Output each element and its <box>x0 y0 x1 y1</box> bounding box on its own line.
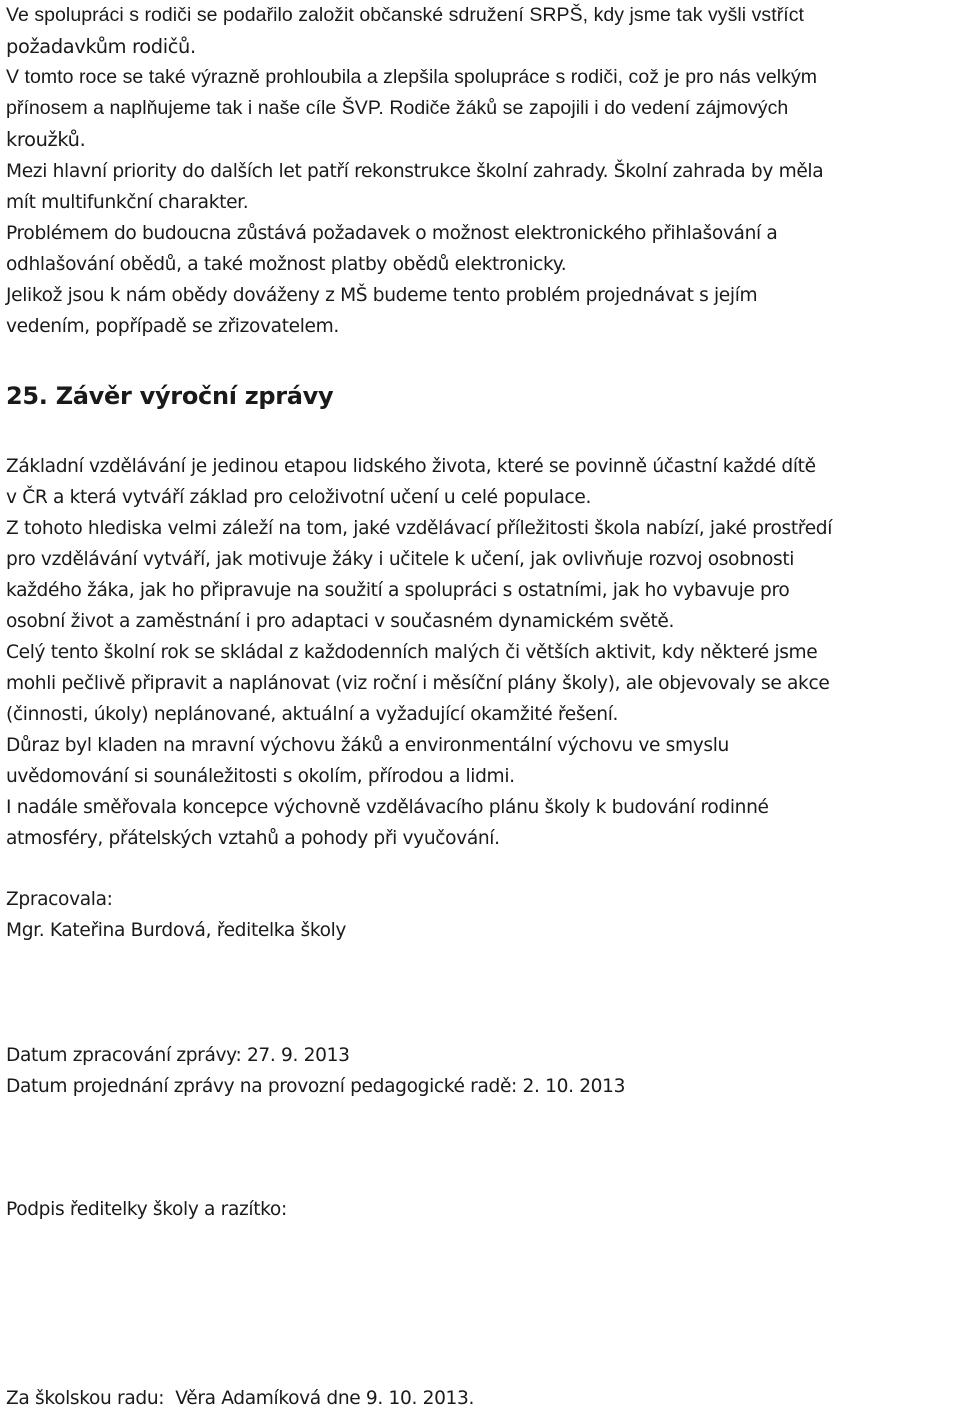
text-line: osobní život a zaměstnání i pro adaptaci v současném dynamickém světě. <box>6 611 675 632</box>
signature-label: Podpis ředitelky školy a razítko: <box>6 1199 287 1220</box>
text-line: Základní vzdělávání je jedinou etapou lidského života, které se povinně účastní každé dítě <box>6 456 816 477</box>
section-heading <box>6 381 333 411</box>
text-line: mít multifunkční charakter. <box>6 192 249 213</box>
date-prepared: Datum zpracování zprávy: 27. 9. 2013 <box>6 1045 350 1066</box>
text-line: uvědomování si sounáležitosti s okolím, přírodou a lidmi. <box>6 766 515 787</box>
text-line: Z tohoto hlediska velmi záleží na tom, jaké vzdělávací příležitosti škola nabízí, jaké prostředí <box>6 518 833 539</box>
text-line: odhlašování obědů, a také možnost platby obědů elektronicky. <box>6 254 567 275</box>
text-line: přínosem a naplňujeme tak i naše cíle ŠVP. Rodiče žáků se zapojili i do vedení zájmových <box>6 97 789 119</box>
text-line: kroužků. <box>6 128 86 151</box>
cooperation-paragraph <box>6 0 817 155</box>
text-line: Ve spolupráci s rodiči se podařilo založit občanské sdružení SRPŠ, kdy jsme tak vyšli vstříct <box>6 4 804 26</box>
text-line: v ČR a která vytváří základ pro celoživotní učení u celé populace. <box>6 487 592 508</box>
section-number: 25. <box>6 382 48 410</box>
text-line: pro vzdělávání vytváří, jak motivuje žáky i učitele k učení, jak ovlivňuje rozvoj osobnosti <box>6 549 795 570</box>
text-line: atmosféry, přátelských vztahů a pohody při vyučování. <box>6 828 500 849</box>
text-line: Problémem do budoucna zůstává požadavek o možnost elektronického přihlašování a <box>6 223 778 244</box>
text-line: I nadále směřovala koncepce výchovně vzdělávacího plánu školy k budování rodinné <box>6 797 769 818</box>
date-discussed: Datum projednání zprávy na provozní pedagogické radě: 2. 10. 2013 <box>6 1076 626 1097</box>
text-line: Jelikož jsou k nám obědy dováženy z MŠ budeme tento problém projednávat s jejím <box>6 285 758 306</box>
text-line: vedením, popřípadě se zřizovatelem. <box>6 316 339 337</box>
author-label: Zpracovala: <box>6 889 113 910</box>
text-line: (činnosti, úkoly) neplánované, aktuální a vyžadující okamžité řešení. <box>6 704 619 725</box>
text-line: mohli pečlivě připravit a naplánovat (viz roční i měsíční plány školy), ale objevovaly se akce <box>6 673 830 694</box>
text-line: Mezi hlavní priority do dalších let patří rekonstrukce školní zahrady. Školní zahrada by měla <box>6 161 824 182</box>
text-line: každého žáka, jak ho připravuje na soužití a spolupráci s ostatními, jak ho vybavuje pro <box>6 580 790 601</box>
school-board-line: Za školskou radu: Věra Adamíková dne 9. 10. 2013. <box>6 1388 475 1409</box>
text-line: Celý tento školní rok se skládal z každodenních malých či větších aktivit, kdy některé jsme <box>6 642 818 663</box>
conclusion-paragraph <box>6 451 832 854</box>
priorities-paragraph <box>6 156 823 342</box>
author-name: Mgr. Kateřina Burdová, ředitelka školy <box>6 920 347 941</box>
text-line: Důraz byl kladen na mravní výchovu žáků a environmentální výchovu ve smyslu <box>6 735 729 756</box>
text-line: požadavkům rodičů. <box>6 35 196 58</box>
section-title: Závěr výroční zprávy <box>55 382 334 410</box>
text-line: V tomto roce se také výrazně prohloubila a zlepšila spolupráce s rodiči, což je pro nás velkým <box>6 66 818 88</box>
